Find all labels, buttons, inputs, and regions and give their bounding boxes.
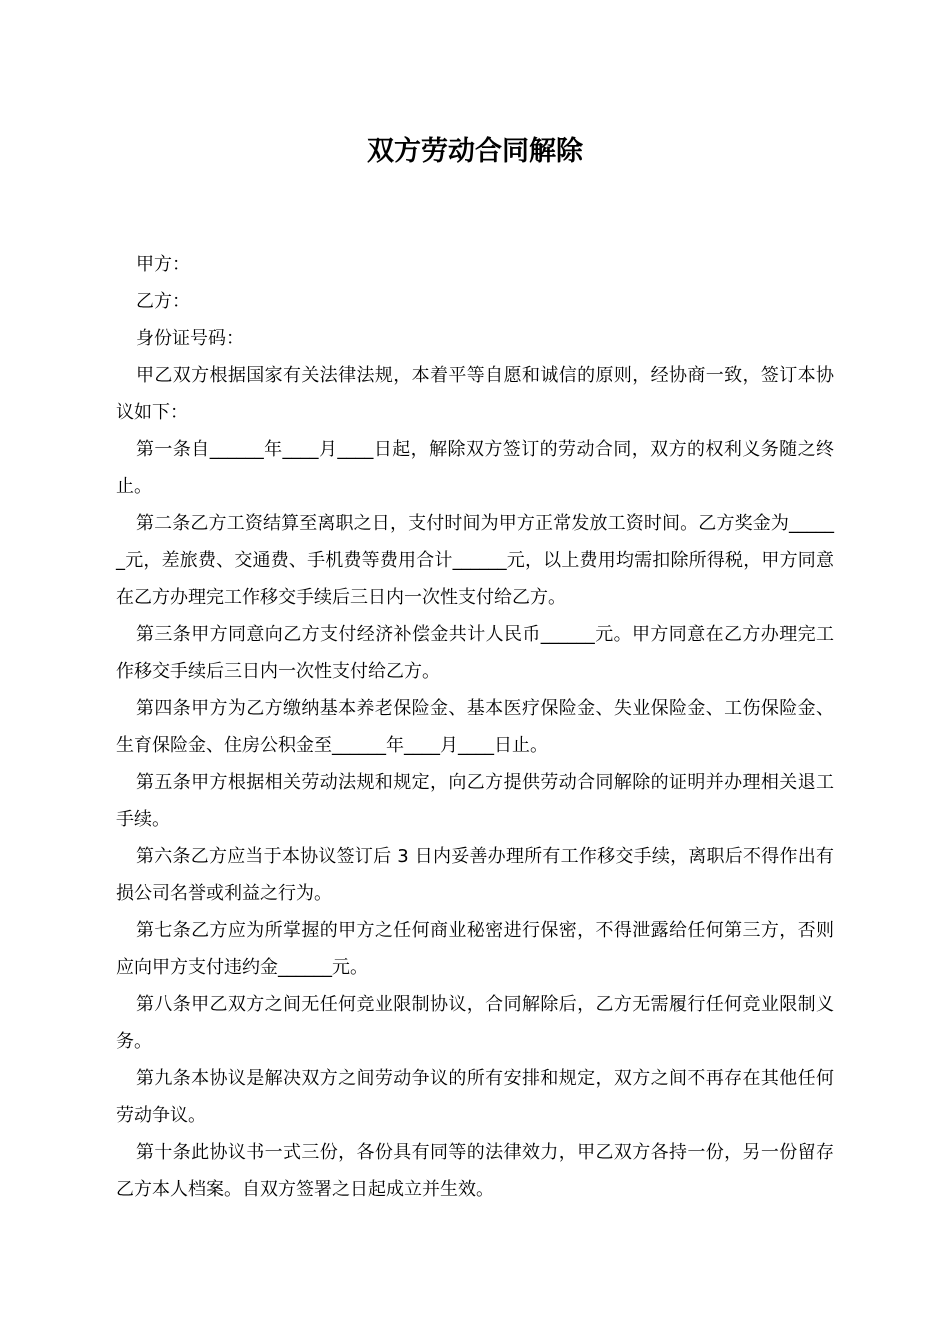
article-5: 第五条甲方根据相关劳动法规和规定，向乙方提供劳动合同解除的证明并办理相关退工手续。 [116,772,834,830]
article-4: 第四条甲方为乙方缴纳基本养老保险金、基本医疗保险金、失业保险金、工伤保险金、生育保险金、住房公积金至______年____月____日止。 [116,698,834,756]
article-10: 第十条此协议书一式三份，各份具有同等的法律效力，甲乙双方各持一份，另一份留存乙方本人档案。自双方签署之日起成立并生效。 [116,1142,834,1200]
article-9: 第九条本协议是解决双方之间劳动争议的所有安排和规定，双方之间不再存在其他任何劳动争议。 [116,1068,834,1126]
article-3: 第三条甲方同意向乙方支付经济补偿金共计人民币______元。甲方同意在乙方办理完工作移交手续后三日内一次性支付给乙方。 [116,624,834,682]
id-number-field: 身份证号码： [136,328,244,349]
article-7: 第七条乙方应为所掌握的甲方之任何商业秘密进行保密，不得泄露给任何第三方，否则应向甲方支付违约金______元。 [116,920,834,978]
party-b-field: 乙方： [136,291,190,312]
document-body [116,246,834,1208]
party-a-field: 甲方： [136,254,190,275]
article-1: 第一条自______年____月____日起，解除双方签订的劳动合同，双方的权利义务随之终止。 [116,439,834,497]
document-title: 双方劳动合同解除 [367,136,583,167]
article-6: 第六条乙方应当于本协议签订后 3 日内妥善办理所有工作移交手续，离职后不得作出有损公司名誉或利益之行为。 [116,846,834,904]
article-2: 第二条乙方工资结算至离职之日，支付时间为甲方正常发放工资时间。乙方奖金为______元，差旅费、交通费、手机费等费用合计______元，以上费用均需扣除所得税，甲方同意在乙方办理完工作移交手续后三日内一次性支付给乙方。 [116,513,834,608]
intro-paragraph: 甲乙双方根据国家有关法律法规，本着平等自愿和诚信的原则，经协商一致，签订本协议如下： [116,365,834,423]
article-8: 第八条甲乙双方之间无任何竞业限制协议，合同解除后，乙方无需履行任何竞业限制义务。 [116,994,834,1052]
